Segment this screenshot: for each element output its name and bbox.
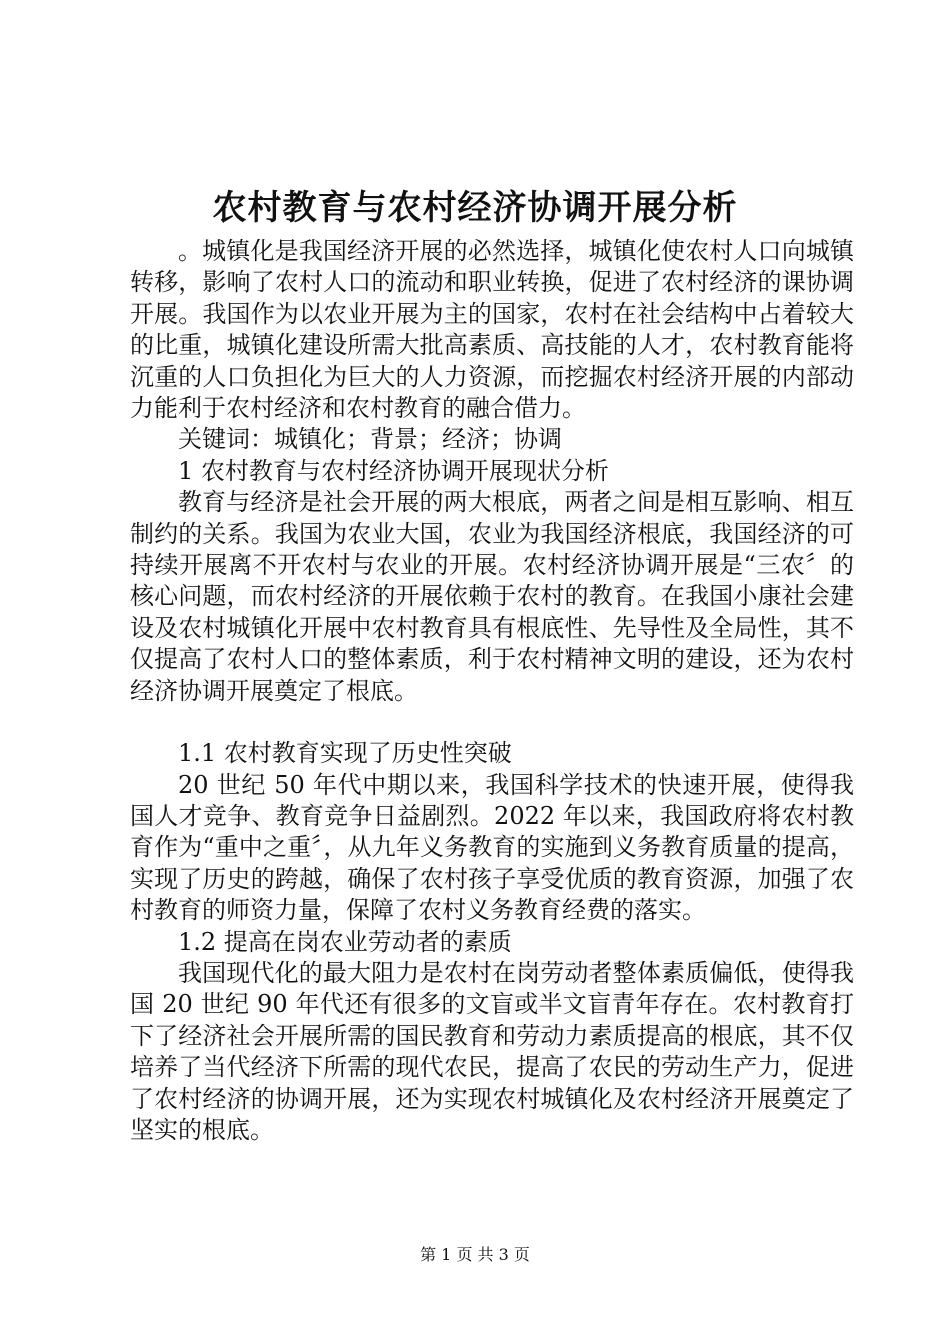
document-body xyxy=(130,236,854,1146)
section-1-1-heading: 1.1 农村教育实现了历史性突破 xyxy=(178,739,512,768)
keywords-line: 关键词：城镇化；背景；经济；协调 xyxy=(178,425,562,454)
abstract-paragraph: 。城镇化是我国经济开展的必然选择，城镇化使农村人口向城镇转移，影响了农村人口的流动和职业转换，促进了农村经济的课协调开展。我国作为以农业开展为主的国家，农村在社会结构中占着较大的比重，城镇化建设所需大批高素质、高技能的人才，农村教育能将沉重的人口负担化为巨大的人力资源，而挖掘农村经济开展的内部动力能利于农村经济和农村教育的融合借力。 xyxy=(130,237,854,423)
section-1-1-paragraph: 20 世纪 50 年代中期以来，我国科学技术的快速开展，使得我国人才竞争、教育竞争日益剧烈。2022 年以来，我国政府将农村教育作为“重中之重〞，从九年义务教育的实施到义务教育质量的提高，实现了历史的跨越，确保了农村孩子享受优质的教育资源，加强了农村教育的师资力量，保障了农村义务教育经费的落实。 xyxy=(130,770,854,925)
document-title: 农村教育与农村经济协调开展分析 xyxy=(212,188,738,228)
section-1-2-heading: 1.2 提高在岗农业劳动者的素质 xyxy=(178,927,512,956)
section-1-paragraph: 教育与经济是社会开展的两大根底，两者之间是相互影响、相互制约的关系。我国为农业大国，农业为我国经济根底，我国经济的可持续开展离不开农村与农业的开展。农村经济协调开展是“三农〞的核心问题，而农村经济的开展依赖于农村的教育。在我国小康社会建设及农村城镇化开展中农村教育具有根底性、先导性及全局性，其不仅提高了农村人口的整体素质，利于农村精神文明的建设，还为农村经济协调开展奠定了根底。 xyxy=(130,488,854,705)
section-1-heading: 1 农村教育与农村经济协调开展现状分析 xyxy=(178,456,609,485)
paragraph-spacer xyxy=(130,707,854,738)
page-footer: 第 1 页 共 3 页 xyxy=(420,1245,530,1264)
section-1-2-paragraph: 我国现代化的最大阻力是农村在岗劳动者整体素质偏低，使得我国 20 世纪 90 年代还有很多的文盲或半文盲青年存在。农村教育打下了经济社会开展所需的国民教育和劳动力素质提高的根底，其不仅培养了当代经济下所需的现代农民，提高了农民的劳动生产力，促进了农村经济的协调开展，还为实现农村城镇化及农村经济开展奠定了坚实的根底。 xyxy=(130,958,854,1144)
